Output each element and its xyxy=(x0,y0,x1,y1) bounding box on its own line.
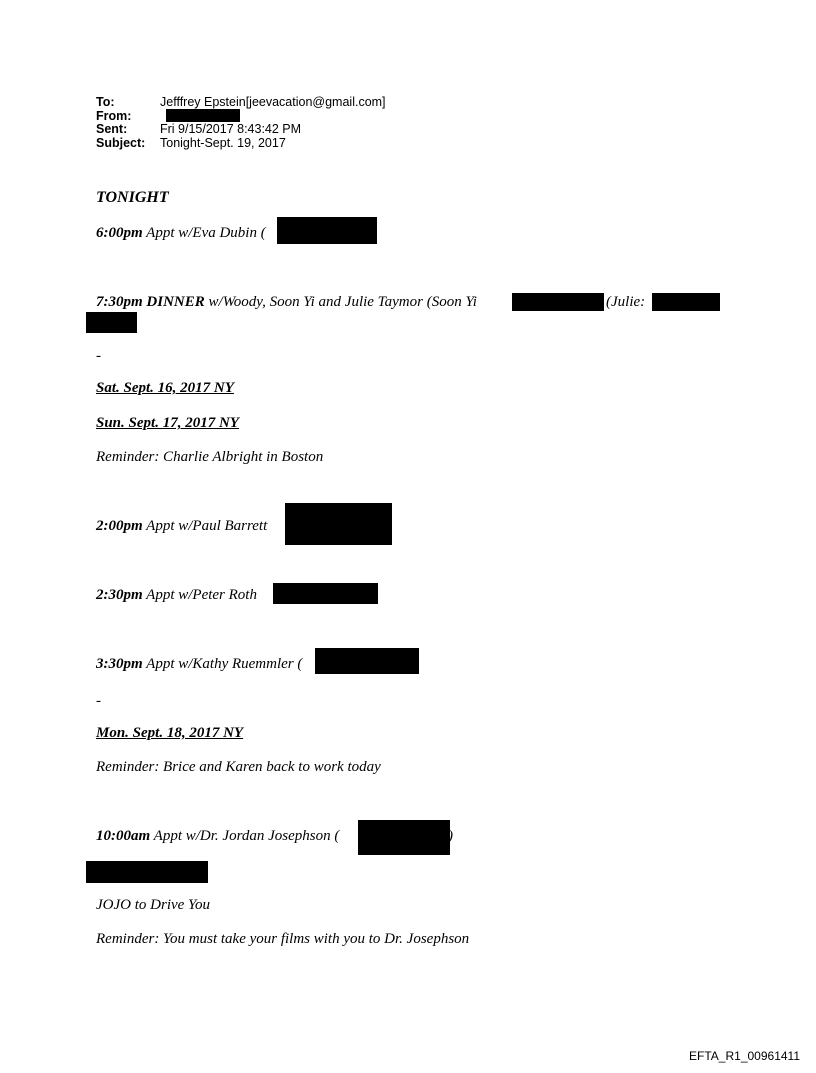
redaction xyxy=(652,293,720,311)
from-label: From: xyxy=(96,108,132,123)
redaction xyxy=(358,820,450,855)
appt-time: 10:00am xyxy=(96,828,151,844)
reminder-brice-karen: Reminder: Brice and Karen back to work today xyxy=(96,759,381,775)
sun-heading: Sun. Sept. 17, 2017 NY xyxy=(96,415,239,431)
sent-value: Fri 9/15/2017 8:43:42 PM xyxy=(160,122,302,136)
dinner-text: w/Woody, Soon Yi and Julie Taymor (Soon Yi xyxy=(204,294,477,310)
document-id: EFTA_R1_00961411 xyxy=(689,1049,800,1063)
separator-dash: - xyxy=(96,693,101,709)
appt-time: 2:00pm xyxy=(96,518,143,534)
appt-eva-dubin xyxy=(96,225,266,242)
redaction xyxy=(285,503,392,545)
mon-heading: Mon. Sept. 18, 2017 NY xyxy=(96,725,244,741)
appt-text: Appt w/Eva Dubin ( xyxy=(142,225,266,241)
dinner-julie: (Julie: xyxy=(606,294,646,310)
subject-label: Subject: xyxy=(96,135,146,150)
sent-label: Sent: xyxy=(96,122,128,136)
appt-text: Appt w/Kathy Ruemmler ( xyxy=(142,656,303,672)
appt-text: Appt w/Dr. Jordan Josephson ( xyxy=(150,828,340,844)
redaction xyxy=(277,217,377,244)
to-label: To: xyxy=(96,95,115,109)
redaction xyxy=(315,648,419,674)
dinner-time: 7:30pm DINNER xyxy=(96,294,205,310)
tonight-heading: TONIGHT xyxy=(96,189,169,206)
appt-jordan-josephson xyxy=(96,828,339,845)
appt-time: 2:30pm xyxy=(96,587,143,603)
to-value: Jefffrey Epstein[jeevacation@gmail.com] xyxy=(160,95,386,109)
appt-paul-barrett xyxy=(96,518,267,535)
reminder-films: Reminder: You must take your films with you to Dr. Josephson xyxy=(96,931,470,947)
appt-text: Appt w/Paul Barrett xyxy=(142,518,268,534)
redaction xyxy=(86,861,208,883)
redaction-from xyxy=(166,109,240,122)
sat-heading: Sat. Sept. 16, 2017 NY xyxy=(96,380,234,396)
subject-value: Tonight-Sept. 19, 2017 xyxy=(160,135,286,150)
email-header xyxy=(96,96,386,150)
appt-text: Appt w/Peter Roth xyxy=(142,587,257,603)
appt-peter-roth xyxy=(96,587,257,604)
jojo-line: JOJO to Drive You xyxy=(96,897,211,913)
appt-time: 6:00pm xyxy=(96,225,143,241)
appt-close-paren: ) xyxy=(448,828,453,844)
dinner-line xyxy=(96,294,477,311)
appt-time: 3:30pm xyxy=(96,656,143,672)
reminder-charlie: Reminder: Charlie Albright in Boston xyxy=(96,449,324,465)
redaction xyxy=(273,583,378,604)
separator-dash: - xyxy=(96,348,101,364)
redaction xyxy=(512,293,604,311)
appt-kathy-ruemmler xyxy=(96,656,302,673)
redaction xyxy=(86,312,137,333)
